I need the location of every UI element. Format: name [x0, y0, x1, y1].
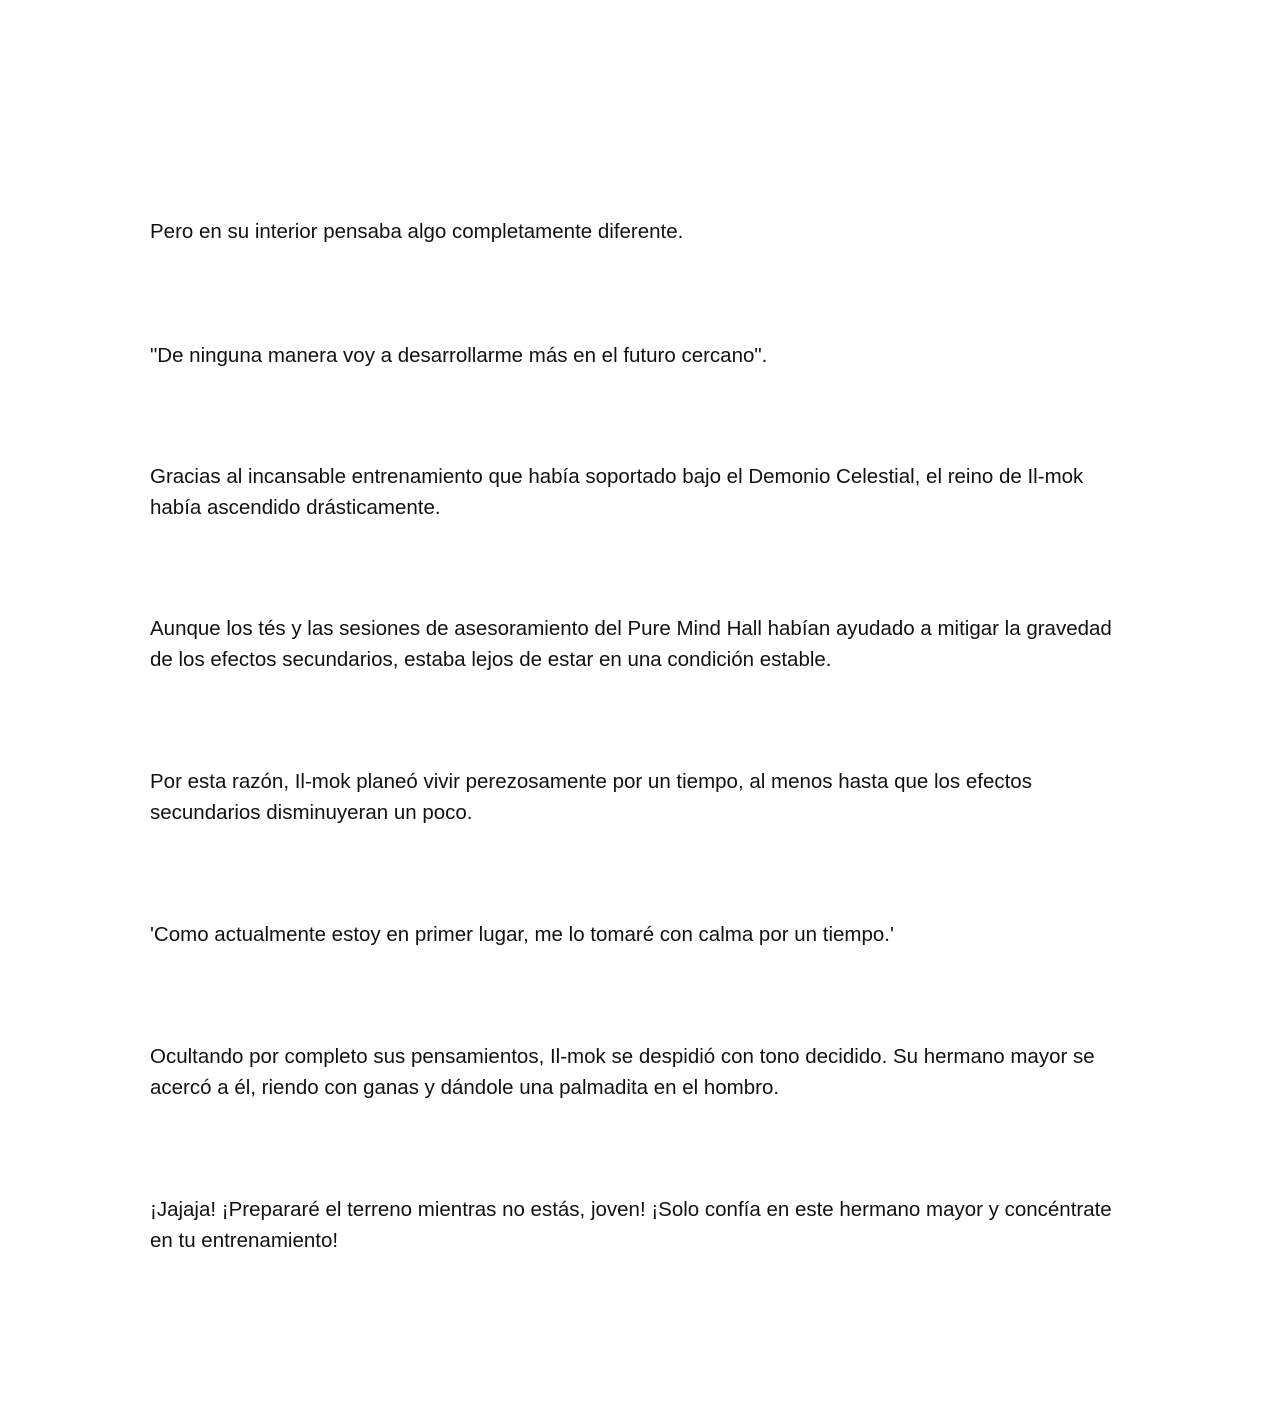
paragraph: ¡Jajaja! ¡Prepararé el terreno mientras no estás, joven! ¡Solo confía en este hermano mayor y concéntrate en tu entrenamiento! [150, 1198, 1112, 1252]
paragraph: "De ninguna manera voy a desarrollarme más en el futuro cercano". [150, 344, 768, 367]
paragraph: Por esta razón, Il-mok planeó vivir perezosamente por un tiempo, al menos hasta que los efectos secundarios disminuyeran un poco. [150, 770, 1032, 824]
paragraph: Pero en su interior pensaba algo completamente diferente. [150, 220, 684, 243]
paragraph: 'Como actualmente estoy en primer lugar, me lo tomaré con calma por un tiempo.' [150, 923, 894, 946]
paragraph: Ocultando por completo sus pensamientos, Il-mok se despidió con tono decidido. Su hermano mayor se acercó a él, riendo con ganas y dándole una palmadita en el hombro. [150, 1045, 1095, 1099]
paragraph: Aunque los tés y las sesiones de asesoramiento del Pure Mind Hall habían ayudado a mitigar la gravedad de los efectos secundarios, estaba lejos de estar en una condición estable. [150, 617, 1112, 671]
paragraph: Gracias al incansable entrenamiento que había soportado bajo el Demonio Celestial, el reino de Il-mok había ascendido drásticamente. [150, 465, 1084, 519]
